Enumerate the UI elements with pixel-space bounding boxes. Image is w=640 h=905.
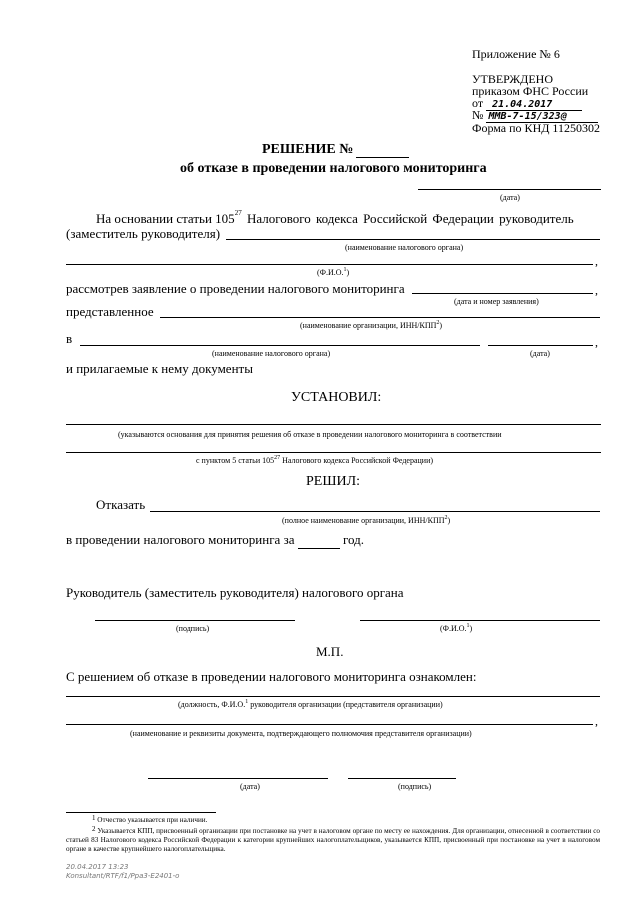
footnote-divider: [66, 812, 216, 813]
basis-text-b: Налогового кодекса Российской Федерации руководитель: [241, 211, 574, 226]
fio-caption-text: (Ф.И.О.: [317, 268, 344, 277]
period-text-b: год.: [342, 532, 364, 547]
head-signature-caption: (подпись): [176, 624, 210, 633]
representative-caption-b: руководителя организации (представителя организации): [248, 700, 443, 709]
grounds-caption-1: (указываются основания для принятия решения об отказе в проведении налогового мониторинга в соответствии: [118, 430, 502, 439]
organization-field[interactable]: [160, 317, 600, 318]
tax-authority-field-2[interactable]: [80, 345, 480, 346]
head-fio-caption-text: (Ф.И.О.: [440, 624, 467, 633]
period-text-a: в проведении налогового мониторинга за: [66, 532, 295, 547]
deputy-text: (заместитель руководителя): [66, 226, 221, 241]
appendix-label: Приложение № 6: [472, 47, 560, 61]
representative-caption: (должность, Ф.И.О.$^1$ руководителя организации (представителя организации): [178, 699, 443, 709]
decision-number-field[interactable]: [356, 157, 409, 158]
grounds-caption-2a: с пунктом 5 статьи 105: [196, 456, 275, 465]
acquainted-signature-field[interactable]: [348, 778, 456, 779]
document-subtitle: об отказе в проведении налогового мониторинга: [180, 161, 487, 176]
title-text: РЕШЕНИЕ №: [262, 142, 354, 157]
print-path: Konsultant/RTF/f1/Ppa3-E2401-o: [66, 872, 180, 880]
considered-text: рассмотрев заявление о проведении налогового мониторинга: [66, 281, 405, 296]
date-field-2[interactable]: [488, 345, 593, 346]
authority-document-field[interactable]: [66, 724, 593, 725]
refused-organization-field[interactable]: [150, 511, 600, 512]
fio-field[interactable]: [66, 264, 593, 265]
representative-caption-a: (должность, Ф.И.О.: [178, 700, 246, 709]
order-date-handwritten: 21.04.2017: [486, 99, 582, 111]
date-field[interactable]: [418, 189, 601, 190]
form-code: Форма по КНД 11250302: [472, 121, 600, 135]
comma-1: ,: [595, 254, 598, 268]
application-field[interactable]: [412, 293, 593, 294]
established-heading: УСТАНОВИЛ:: [291, 390, 382, 405]
acquainted-signature-caption: (подпись): [398, 782, 432, 791]
in-text: в: [66, 331, 73, 346]
comma-3: ,: [595, 335, 598, 349]
order-date-prefix: от: [472, 96, 484, 110]
document-title: [262, 142, 353, 158]
application-caption: (дата и номер заявления): [454, 297, 539, 306]
footnote-2-number: 2: [92, 825, 96, 833]
acquainted-date-caption: (дата): [240, 782, 260, 791]
submitted-text: представленное: [66, 304, 154, 319]
date-caption: (дата): [500, 193, 520, 202]
comma-4: ,: [595, 714, 598, 728]
footnote-1-text: Отчество указывается при наличии.: [97, 816, 208, 824]
print-timestamp: 20.04.2017 13:23: [66, 863, 129, 871]
acquainted-date-field[interactable]: [148, 778, 328, 779]
attached-text: и прилагаемые к нему документы: [66, 361, 253, 376]
head-fio-caption: (Ф.И.О.$^1$): [440, 623, 473, 633]
basis-text: [96, 211, 574, 227]
basis-sup: 27: [234, 209, 242, 217]
tax-authority-field[interactable]: [226, 239, 600, 240]
decided-heading: РЕШИЛ:: [306, 474, 360, 489]
acquainted-text: С решением об отказе в проведении налогового мониторинга ознакомлен:: [66, 669, 477, 684]
comma-2: ,: [595, 283, 598, 297]
authority-document-caption: (наименование и реквизиты документа, подтверждающего полномочия представителя организации): [130, 729, 472, 738]
head-signature-field[interactable]: [95, 620, 295, 621]
grounds-caption-2: с пунктом 5 статьи $105^{27}$ Налогового кодекса Российской Федерации): [196, 455, 434, 465]
fio-caption: (Ф.И.О.$^1$): [317, 267, 350, 277]
year-field[interactable]: [298, 532, 340, 549]
footnote-2: [66, 827, 600, 854]
period-text: [66, 532, 364, 549]
stamp-place: М.П.: [316, 644, 344, 659]
order-number-prefix: №: [472, 108, 484, 122]
representative-field[interactable]: [66, 696, 600, 697]
footnote-2-text: Указывается КПП, присвоенный организации при постановке на учет в налоговом органе по месту ее нахождения. Для организации, отнесенной в соответствии со статьей 83 Налогового кодекса Российской Федерации к категории крупнейших налогоплательщиков, указывается КПП, присвоенный при постановке на учет в налоговом органе в качестве крупнейшего налогоплательщика.: [66, 827, 600, 853]
order-label: приказом ФНС России: [472, 84, 589, 98]
tax-authority-caption-2: (наименование налогового органа): [212, 349, 331, 358]
footnote-1-number: 1: [92, 814, 96, 822]
organization-caption: (наименование организации, ИНН/КПП$^2$): [300, 320, 443, 330]
refuse-text: Отказать: [96, 497, 146, 512]
grounds-field-2[interactable]: [66, 452, 601, 453]
approved-label: УТВЕРЖДЕНО: [472, 72, 554, 86]
refused-organization-caption-text: (полное наименование организации, ИНН/КПП: [282, 516, 445, 525]
footnote-1: [92, 816, 207, 825]
grounds-field-1[interactable]: [66, 424, 601, 425]
basis-text-a: На основании статьи 105: [96, 211, 235, 226]
head-text: Руководитель (заместитель руководителя) налогового органа: [66, 585, 404, 600]
order-number-handwritten: ММВ-7-15/323@: [486, 111, 598, 123]
refused-organization-caption: (полное наименование организации, ИНН/КПП$^2$): [282, 515, 451, 525]
grounds-caption-2b: Налогового кодекса Российской Федерации): [280, 456, 434, 465]
date-caption-2: (дата): [530, 349, 550, 358]
organization-caption-text: (наименование организации, ИНН/КПП: [300, 321, 437, 330]
head-fio-field[interactable]: [360, 620, 600, 621]
tax-authority-caption: (наименование налогового органа): [345, 243, 464, 252]
